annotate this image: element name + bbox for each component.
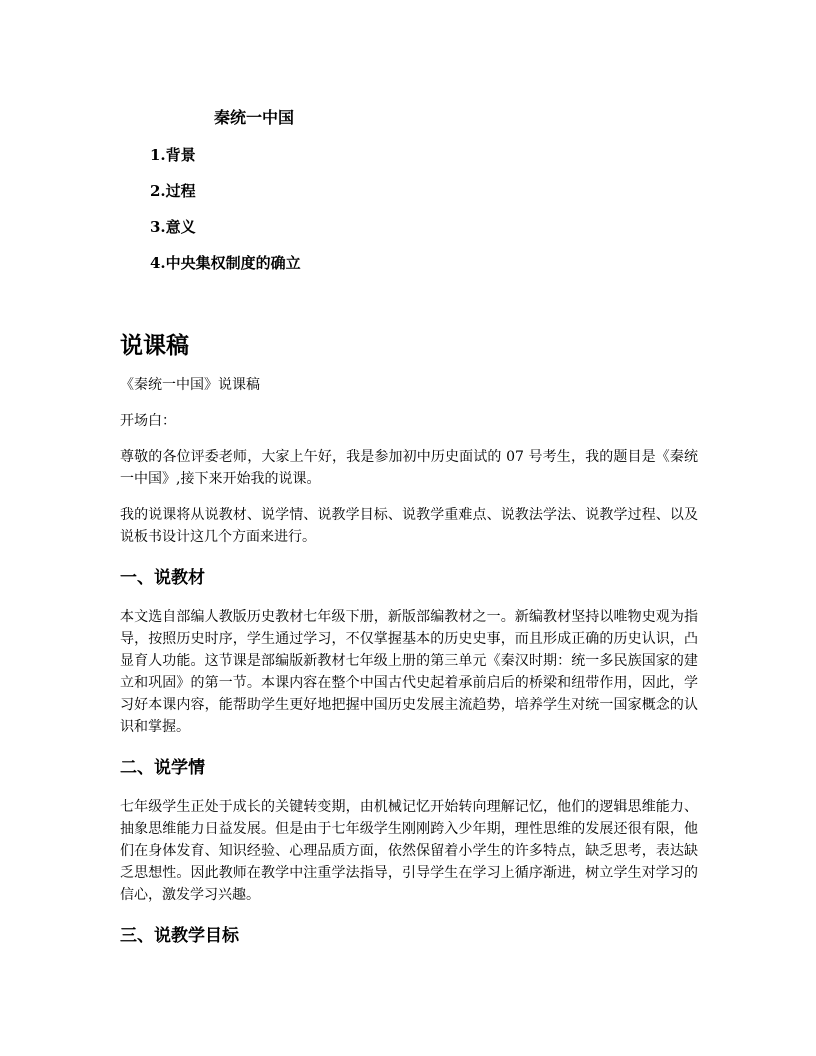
section-body-textbook: 本文选自部编人教版历史教材七年级下册，新版部编教材之一。新编教材坚持以唯物史观为指导，按照历史时序，学生通过学习，不仅掌握基本的历史史事，而且形成正确的历史认识，凸显育人功能。这节课是部编版新教材七年级上册的第三单元《秦汉时期：统一多民族国家的建立和巩固》的第一节。本课内容在整个中国古代史起着承前启后的桥梁和纽带作用，因此，学习好本课内容，能帮助学生更好地把握中国历史发展主流趋势，培养学生对统一国家概念的认识和掌握。 <box>120 609 698 735</box>
section-heading-students: 二、说学情 <box>120 758 205 778</box>
document-content <box>120 330 698 964</box>
section-heading-objectives: 三、说教学目标 <box>120 926 239 946</box>
greeting-paragraph: 尊敬的各位评委老师，大家上午好，我是参加初中历史面试的 07 号考生，我的题目是《秦统一中国》,接下来开始我的说课。 <box>120 449 698 487</box>
outline-item-process: 2.过程 <box>150 182 196 200</box>
document-title: 说课稿 <box>120 333 189 359</box>
outline-list <box>150 146 301 290</box>
outline-item-centralization: 4.中央集权制度的确立 <box>150 254 301 272</box>
outline-title: 秦统一中国 <box>214 108 295 127</box>
section-body-students: 七年级学生正处于成长的关键转变期，由机械记忆开始转向理解记忆，他们的逻辑思维能力、抽象思维能力日益发展。但是由于七年级学生刚刚跨入少年期，理性思维的发展还很有限，他们在身体发育、知识经验、心理品质方面，依然保留着小学生的许多特点，缺乏思考，表达缺乏思想性。因此教师在教学中注重学法指导，引导学生在学习上循序渐进，树立学生对学习的信心，激发学习兴趣。 <box>120 799 698 903</box>
document-subtitle: 《秦统一中国》说课稿 <box>120 377 260 393</box>
section-heading-textbook: 一、说教材 <box>120 568 205 588</box>
outline-item-significance: 3.意义 <box>150 218 196 236</box>
outline-item-background: 1.背景 <box>150 146 196 164</box>
intro-paragraph: 我的说课将从说教材、说学情、说教学目标、说教学重难点、说教法学法、说教学过程、以及说板书设计这几个方面来进行。 <box>120 507 698 545</box>
opening-label: 开场白： <box>120 413 176 429</box>
